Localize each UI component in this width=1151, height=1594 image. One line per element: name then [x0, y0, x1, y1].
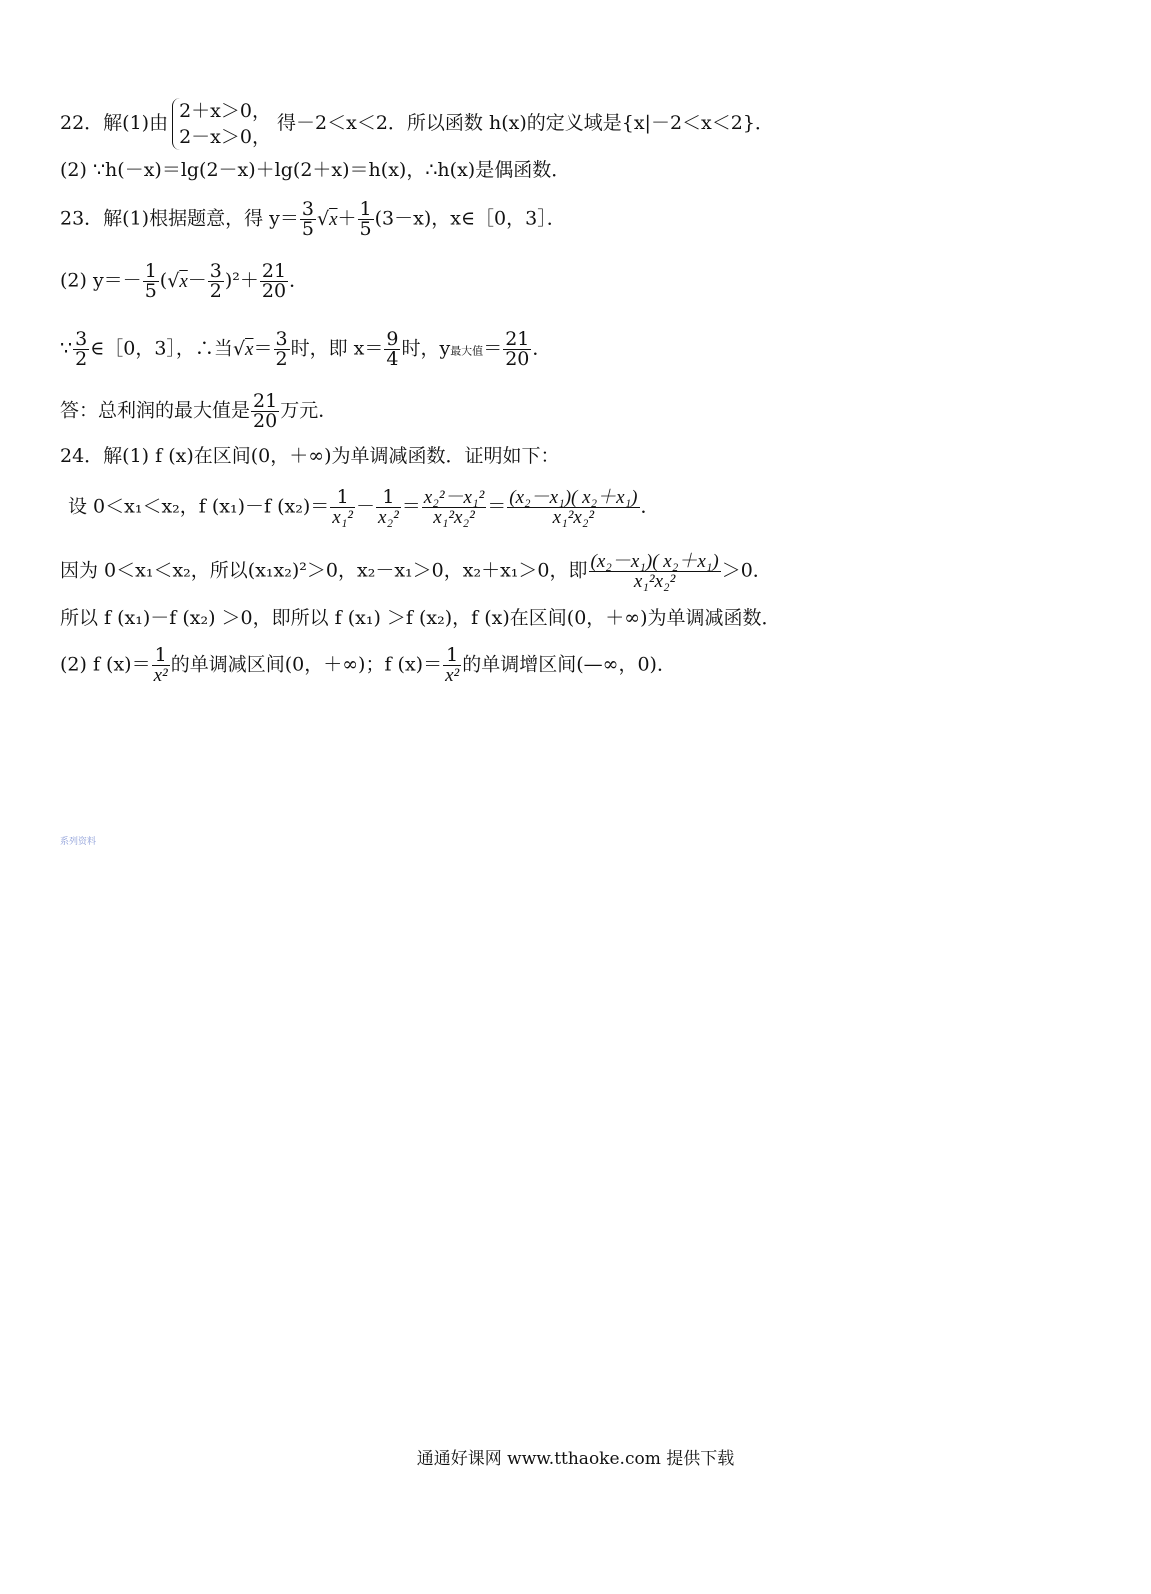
q23-line1-suffix: (3－x)，x∈［0，3］． [374, 207, 566, 230]
q24-line4: 所以 f (x₁)－f (x₂) ＞0，即所以 f (x₁) ＞f (x₂)，f (x)在区间(0，＋∞)为单调减函数． [60, 607, 781, 629]
denominator: x₁² [332, 507, 354, 528]
denominator: 20 [505, 348, 530, 370]
q22-prefix: 22．解(1)由 [60, 112, 169, 134]
numerator: 21 [505, 328, 530, 350]
fraction [422, 488, 486, 527]
q23-line2-prefix: (2) y＝－ [60, 269, 142, 292]
period: ． [289, 269, 309, 292]
numerator: 1 [443, 646, 461, 666]
denominator: 2 [209, 280, 222, 302]
q24-line3-prefix: 因为 0＜x₁＜x₂，所以(x₁x₂)²＞0，x₂－x₁＞0，x₂＋x₁＞0，即 [60, 559, 588, 582]
denominator: x₁²x₂² [633, 571, 676, 592]
minus-sign: － [356, 495, 376, 518]
equals-sign: ＝ [253, 337, 273, 360]
numerator: 3 [75, 328, 88, 350]
fraction [274, 330, 290, 369]
q22-part2: (2) ∵h(－x)＝lg(2－x)＋lg(2＋x)＝h(x)，∴h(x)是偶函数． [60, 159, 571, 181]
denominator: x² [445, 665, 460, 686]
fraction [330, 488, 355, 527]
q22-case1: 2＋x＞0， [179, 100, 271, 122]
denominator: x₂² [378, 507, 399, 528]
numerator: 3 [209, 260, 222, 282]
radicand: x [245, 338, 254, 360]
fraction [589, 552, 721, 591]
numerator: 3 [301, 198, 314, 220]
fraction [260, 262, 288, 301]
denominator: 2 [275, 348, 288, 370]
because-sign: ∵ [60, 337, 73, 360]
q24-line5-text: 的单调增区间(—∞，0)． [462, 653, 676, 676]
equals-sign: ＝ [487, 495, 507, 518]
q24-line2 [68, 488, 660, 527]
numerator: (x₂－x₁)( x₂＋x₁) [509, 487, 638, 508]
denominator: 5 [359, 218, 372, 240]
numerator: 1 [330, 488, 355, 508]
fraction [143, 262, 159, 301]
watermark-text: 系列资料 [60, 837, 97, 847]
fraction [208, 262, 224, 301]
numerator: 21 [253, 390, 278, 412]
numerator: 1 [376, 488, 401, 508]
q23-line2 [60, 262, 308, 301]
fraction [358, 200, 374, 239]
paren-open: ( [159, 269, 168, 292]
numerator: 1 [144, 260, 157, 282]
denominator: x₁²x₂² [552, 507, 595, 528]
denominator: x₁²x₂² [433, 507, 475, 528]
fraction [376, 488, 401, 527]
numerator: 1 [359, 198, 372, 220]
numerator: x₂²－x₁² [423, 487, 485, 508]
numerator: 9 [386, 328, 399, 350]
sqrt: √x [316, 207, 338, 230]
numerator: 1 [152, 646, 170, 666]
answer-suffix: 万元． [280, 399, 338, 422]
equals-sign: ＝ [401, 495, 421, 518]
period: ． [532, 337, 552, 360]
fraction [73, 330, 89, 369]
fraction [507, 488, 639, 527]
answer-prefix: 答：总利润的最大值是 [60, 399, 251, 422]
q24-line5-text: 的单调减区间(0，＋∞)；f (x)＝ [170, 653, 443, 676]
numerator: (x₂－x₁)( x₂＋x₁) [590, 551, 719, 572]
radicand: x [329, 208, 338, 230]
q22-case-system [172, 98, 271, 150]
numerator: 3 [275, 328, 288, 350]
q22-case2: 2－x＞0， [179, 126, 271, 148]
denominator: x² [153, 665, 168, 686]
q24-line3-end: ＞0． [721, 559, 772, 582]
max-value-subscript: 最大值 [450, 344, 484, 358]
period: ． [640, 495, 660, 518]
footer-text: 通通好课网 www.tthaoke.com 提供下载 [416, 1449, 735, 1469]
denominator: 4 [386, 348, 399, 370]
q23-line1 [60, 200, 566, 239]
denominator: 20 [261, 280, 287, 302]
fraction [384, 330, 400, 369]
q24-line1: 24．解(1) f (x)在区间(0，＋∞)为单调减函数．证明如下： [60, 445, 560, 467]
sqrt: √x [232, 337, 254, 360]
q24-line3 [60, 552, 772, 591]
minus-sign: － [187, 269, 207, 292]
q24-line5-text: (2) f (x)＝ [60, 653, 151, 676]
q23-line1-prefix: 23．解(1)根据题意，得 y＝ [60, 207, 299, 230]
q24-line5 [60, 646, 676, 685]
plus-sign: ＋ [337, 207, 357, 230]
numerator: 21 [261, 260, 287, 282]
denominator: 5 [301, 218, 314, 240]
radicand: x [179, 270, 188, 292]
fraction [443, 646, 461, 685]
q22-line1 [60, 98, 774, 150]
fraction [152, 646, 170, 685]
q23-line3 [60, 330, 551, 369]
squared-plus: )²＋ [224, 269, 259, 292]
q23-line3-text: 时，y [401, 337, 451, 360]
denominator: 2 [75, 348, 88, 370]
q24-line2-prefix: 设 0＜x₁＜x₂，f (x₁)－f (x₂)＝ [68, 495, 330, 518]
fraction [251, 392, 279, 431]
denominator: 20 [253, 410, 278, 432]
q23-line3-text: ∈［0，3］，∴当 [90, 337, 233, 360]
sqrt: √x [167, 269, 188, 292]
denominator: 5 [144, 280, 157, 302]
fraction [300, 200, 316, 239]
fraction [503, 330, 531, 369]
q22-domain-text: 得－2＜x＜2．所以函数 h(x)的定义域是{x|－2＜x＜2}． [271, 112, 774, 134]
q23-line3-text: 时，即 x＝ [290, 337, 384, 360]
equals-sign: ＝ [483, 337, 503, 360]
q23-answer [60, 392, 337, 431]
